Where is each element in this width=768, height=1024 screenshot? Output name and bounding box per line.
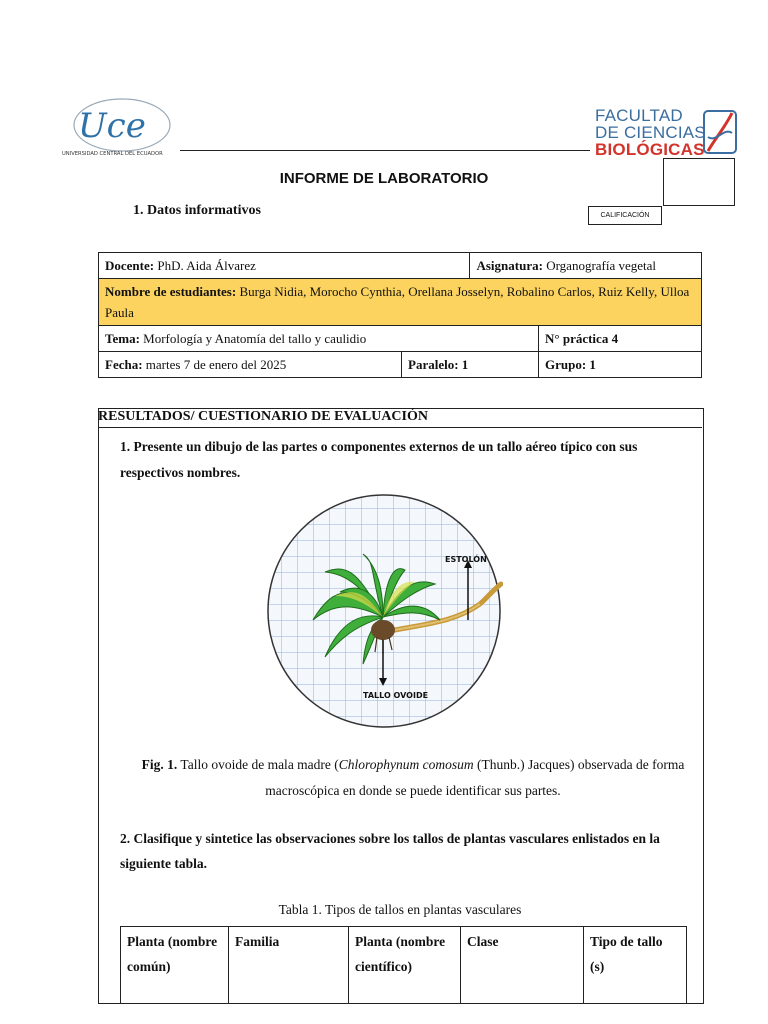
- fecha-cell: Fecha: martes 7 de enero del 2025: [99, 352, 402, 378]
- stem-drawing-figure: [265, 492, 503, 730]
- grade-label: CALIFICACIÓN: [588, 206, 662, 225]
- report-title: INFORME DE LABORATORIO: [279, 170, 489, 187]
- question-1: 1. Presente un dibujo de las partes o componentes externos de un tallo aéreo típico con sus respectivos nombres.: [120, 439, 638, 480]
- dna-icon: [702, 107, 738, 157]
- table-header: Familia: [229, 927, 349, 1004]
- info-table: [98, 252, 702, 378]
- plant-stem-table: [120, 926, 687, 1004]
- faculty-line3: BIOLÓGICAS: [595, 140, 705, 159]
- table-header: Planta (nombre común): [121, 927, 229, 1004]
- table-header: Clase: [461, 927, 584, 1004]
- estudiantes-cell: Nombre de estudiantes: Burga Nidia, Morocho Cynthia, Orellana Josselyn, Robalino Carlos, Ruiz Kelly, Ulloa Paula: [99, 279, 702, 326]
- table-caption: Tabla 1. Tipos de tallos en plantas vasculares: [278, 902, 522, 917]
- section-datos-informativos: 1. Datos informativos: [133, 203, 261, 218]
- faculty-line2: DE CIENCIAS: [595, 123, 706, 142]
- faculty-logo: [590, 105, 740, 160]
- uce-logo-subtitle: UNIVERSIDAD CENTRAL DEL ECUADOR: [62, 151, 163, 157]
- uce-logo: [60, 95, 200, 175]
- docente-cell: Docente: PhD. Aida Álvarez: [99, 253, 470, 279]
- label-tallo-ovoide: TALLO OVOIDE: [363, 691, 429, 700]
- header-rule: [180, 150, 590, 151]
- table-header: Planta (nombre científico): [349, 927, 461, 1004]
- practica-cell: N° práctica 4: [539, 326, 702, 352]
- figure-caption: Fig. 1. Tallo ovoide de mala madre (Chlorophynum comosum (Thunb.) Jacques) observada de forma macroscópica en donde se puede identificar sus partes.: [141, 757, 685, 798]
- grupo-cell: Grupo: 1: [539, 352, 702, 378]
- table-header: Tipo de tallo (s): [584, 927, 687, 1004]
- paralelo-cell: Paralelo: 1: [402, 352, 539, 378]
- asignatura-cell: Asignatura: Organografía vegetal: [470, 253, 702, 279]
- question-2: 2. Clasifique y sintetice las observaciones sobre los tallos de plantas vasculares enlistados en la siguiente tabla.: [120, 831, 660, 871]
- label-estolon: ESTOLÓN: [445, 555, 487, 564]
- faculty-line1: FACULTAD: [595, 106, 683, 125]
- uce-logo-text: Uce: [78, 106, 146, 146]
- results-title: RESULTADOS/ CUESTIONARIO DE EVALUACIÓN: [98, 408, 702, 428]
- tema-cell: Tema: Morfología y Anatomía del tallo y caulidio: [99, 326, 539, 352]
- table-header-row: [121, 927, 687, 1004]
